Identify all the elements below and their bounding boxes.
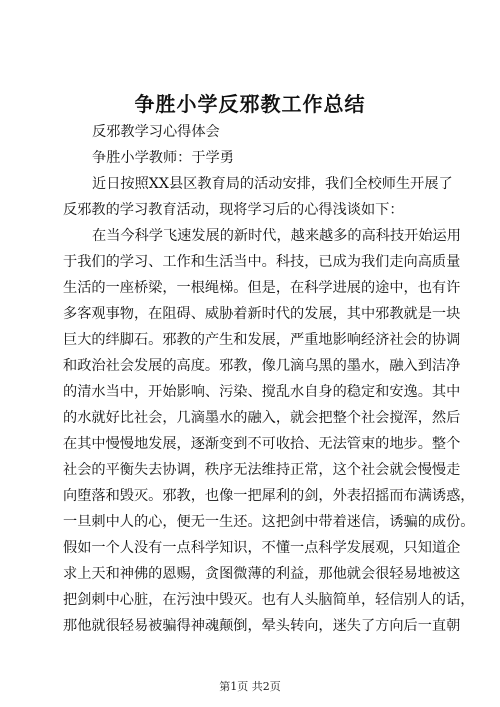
text-line: 近日按照XX县区教育局的活动安排，我们全校师生开展了 [92,176,453,192]
text-line: 向堕落和毁灭。邪教，也像一把犀利的剑，外表招摇而布满诱惑， [63,488,475,504]
text-line: 的水就好比社会，几滴墨水的融入，就会把整个社会搅浑，然后 [63,410,461,426]
text-line: 把剑刺中心脏，在污浊中毁灭。也有人头脑简单，轻信别人的话， [63,592,475,608]
text-line: 生活的一座桥梁，一根绳梯。但是，在科学进展的途中，也有许 [63,280,461,296]
text-line: 在其中慢慢地发展，逐渐变到不可收拾、无法管束的地步。整个 [63,436,461,452]
text-line: 在当今科学飞速发展的新时代，越来越多的高科技开始运用 [92,228,461,244]
text-line: 求上天和神佛的恩赐，贪图微薄的利益，那他就会很轻易地被这 [63,566,461,582]
text-line: 多客观事物，在阻碍、威胁着新时代的发展，其中邪教就是一块 [63,306,461,322]
page-footer: 第1页 共2页 [219,680,281,693]
text-line: 假如一个人没有一点科学知识，不懂一点科学发展观，只知道企 [63,540,461,556]
text-line: 于我们的学习、工作和生活当中。科技，已成为我们走向高质量 [63,254,461,270]
text-line: 社会的平衡失去协调，秩序无法维持正常，这个社会就会慢慢走 [63,462,461,478]
text-line: 反邪教学习心得体会 [92,124,220,140]
text-line: 和政治社会发展的高度。邪教，像几滴乌黑的墨水，融入到洁净 [63,358,461,374]
text-line: 巨大的绊脚石。邪教的产生和发展，严重地影响经济社会的协调 [63,332,461,348]
document-title: 争胜小学反邪教工作总结 [134,92,366,116]
document-body [63,119,475,639]
text-line: 争胜小学教师：于学勇 [92,150,234,166]
text-line: 那他就很轻易被骗得神魂颠倒，晕头转向，迷失了方向后一直朝 [63,618,461,634]
text-line: 的清水当中，开始影响、污染、搅乱水自身的稳定和安逸。其中 [63,384,461,400]
text-line: 一旦刺中人的心，便无一生还。这把剑中带着迷信，诱骗的成份。 [63,514,475,530]
text-line: 反邪教的学习教育活动，现将学习后的心得浅谈如下： [63,202,404,218]
